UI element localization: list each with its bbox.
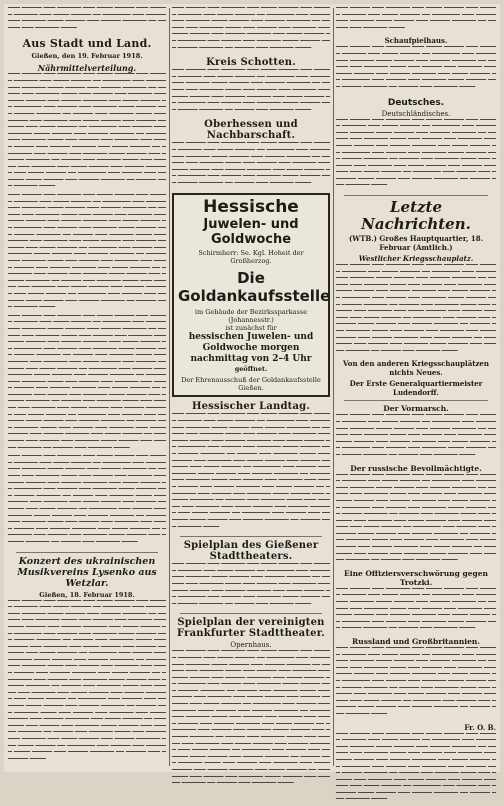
article-headline: Nährmittelverteilung. <box>37 63 137 74</box>
signature: Fr. O. B. <box>464 722 496 732</box>
article-text-block: ▔▔▔ ▔▔▔▔▔ ▔▔▔ ▔▔▔▔▔▔ ▔▔▔ ▔▔▔▔ ▔▔▔▔▔ ▔▔▔ ▔▔▔▔▔ ▔▔▔▔▔▔ ▔▔▔ ▔▔▔▔ ▔▔▔▔▔ ▔▔ ▔▔▔▔▔▔▔ ▔▔▔ ▔▔▔▔▔ ▔▔▔ ▔▔▔▔▔▔ ▔▔▔▔ ▔▔▔▔▔ ▔▔▔ ▔▔▔▔▔ ▔▔▔▔▔▔ ▔▔ ▔▔▔▔▔ ▔▔▔ ▔▔▔▔▔▔ ▔▔▔▔ <box>8 8 166 34</box>
section-headline: Kreis Schotten. <box>206 57 296 69</box>
section-headline: Hessischer Landtag. <box>191 401 311 413</box>
section-headline: Spielplan der vereinigten Frankfurter Stadttheater. <box>177 617 325 640</box>
article-text-block: ▔▔▔ ▔▔▔▔▔ ▔▔▔ ▔▔▔▔▔▔ ▔▔▔ ▔▔▔▔ ▔▔▔▔▔ ▔▔▔ ▔▔▔▔▔ ▔▔▔▔▔▔ ▔▔▔ ▔▔▔▔ ▔▔▔▔▔ ▔▔ ▔▔▔▔▔▔▔ ▔▔▔ ▔▔▔▔▔ ▔▔▔ ▔▔▔▔▔▔ ▔▔▔▔ ▔▔▔▔▔ ▔▔▔ ▔▔▔▔▔ ▔▔▔▔▔▔ ▔▔ ▔▔▔▔▔ ▔▔▔ ▔▔▔▔▔▔ ▔▔▔▔ ▔▔▔ ▔▔▔▔▔ ▔▔▔ ▔▔▔▔▔▔ ▔▔▔ ▔▔▔▔ ▔▔▔▔▔ ▔▔▔ ▔▔▔▔▔ ▔▔▔▔▔▔ ▔▔▔ ▔▔▔▔ ▔▔▔▔▔ ▔▔ ▔▔▔▔▔▔▔ ▔▔▔ ▔▔▔▔▔ ▔▔▔ ▔▔▔▔▔▔ ▔▔▔▔ ▔▔▔▔▔ ▔▔▔ ▔▔▔▔▔ ▔▔▔▔▔▔ ▔▔ ▔▔▔▔▔ ▔▔▔ ▔▔▔▔▔▔ ▔▔▔▔ <box>172 143 330 189</box>
dateline: (WTB.) Großes Hauptquartier, 18. Februar (Amtlich.) <box>348 234 484 253</box>
ad-title: Hessische <box>203 197 299 218</box>
section-headline: Letzte Nachrichten. <box>361 198 471 234</box>
article-text-block: ▔▔▔ ▔▔▔▔▔ ▔▔▔ ▔▔▔▔▔▔ ▔▔▔ ▔▔▔▔ ▔▔▔▔▔ ▔▔▔ ▔▔▔▔▔ ▔▔▔▔▔▔ ▔▔▔ ▔▔▔▔ ▔▔▔▔▔ ▔▔ ▔▔▔▔▔▔▔ ▔▔▔ ▔▔▔▔▔ ▔▔▔ ▔▔▔▔▔▔ ▔▔▔▔ ▔▔▔▔▔ ▔▔▔ ▔▔▔▔▔ ▔▔▔▔▔▔ ▔▔ ▔▔▔▔▔ ▔▔▔ ▔▔▔▔▔▔ ▔▔▔▔ ▔▔▔ ▔▔▔▔▔ ▔▔▔ ▔▔▔▔▔▔ ▔▔▔ ▔▔▔▔ ▔▔▔▔▔ ▔▔▔ ▔▔▔▔▔ ▔▔▔▔▔▔ ▔▔▔ ▔▔▔▔ ▔▔▔▔▔ ▔▔ ▔▔▔▔▔▔▔ ▔▔▔ ▔▔▔▔▔ ▔▔▔ ▔▔▔▔▔▔ ▔▔▔▔ ▔▔▔▔▔ ▔▔▔ ▔▔▔▔▔ ▔▔▔▔▔▔ ▔▔ ▔▔▔▔▔ ▔▔▔ ▔▔▔▔▔▔ ▔▔▔▔ ▔▔▔ ▔▔▔▔▔ ▔▔▔ ▔▔▔▔▔▔ ▔▔▔ ▔▔▔▔ ▔▔▔▔▔ ▔▔▔ ▔▔▔▔▔ ▔▔▔▔▔▔ ▔▔▔ ▔▔▔▔ ▔▔▔▔▔ ▔▔ ▔▔▔▔▔▔▔ ▔▔▔ ▔▔▔▔▔ ▔▔▔ ▔▔▔▔▔▔ ▔▔▔▔ ▔▔▔▔▔ ▔▔▔ ▔▔▔▔▔ ▔▔▔▔▔▔ ▔▔ ▔▔▔▔▔ ▔▔▔ ▔▔▔▔▔▔ ▔▔▔▔ ▔▔▔ ▔▔▔▔▔ ▔▔▔ ▔▔▔▔▔▔ ▔▔▔ ▔▔▔▔ ▔▔▔▔▔ ▔▔▔ ▔▔▔▔▔ ▔▔▔▔▔▔ ▔▔▔ ▔▔▔▔ ▔▔▔▔▔ ▔▔ ▔▔▔▔▔▔▔ ▔▔▔ ▔▔▔▔▔ ▔▔▔ ▔▔▔▔▔▔ ▔▔▔▔ ▔▔▔▔▔ ▔▔▔ ▔▔▔▔▔ ▔▔▔▔▔▔ ▔▔ ▔▔▔▔▔ ▔▔▔ ▔▔▔▔▔▔ ▔▔▔▔ <box>336 265 496 357</box>
article-text-block: ▔▔▔ ▔▔▔▔▔ ▔▔▔ ▔▔▔▔▔▔ ▔▔▔ ▔▔▔▔ ▔▔▔▔▔ ▔▔▔ ▔▔▔▔▔ ▔▔▔▔▔▔ ▔▔▔ ▔▔▔▔ ▔▔▔▔▔ ▔▔ ▔▔▔▔▔▔▔ ▔▔▔ ▔▔▔▔▔ ▔▔▔ ▔▔▔▔▔▔ ▔▔▔▔ ▔▔▔▔▔ ▔▔▔ ▔▔▔▔▔ ▔▔▔▔▔▔ ▔▔ ▔▔▔▔▔ ▔▔▔ ▔▔▔▔▔▔ ▔▔▔▔ ▔▔▔ ▔▔▔▔▔ ▔▔▔ ▔▔▔▔▔▔ ▔▔▔ ▔▔▔▔ ▔▔▔▔▔ ▔▔▔ ▔▔▔▔▔ ▔▔▔▔▔▔ ▔▔▔ ▔▔▔▔ ▔▔▔▔▔ ▔▔ ▔▔▔▔▔▔▔ ▔▔▔ ▔▔▔▔▔ ▔▔▔ ▔▔▔▔▔▔ ▔▔▔▔ ▔▔▔▔▔ ▔▔▔ ▔▔▔▔▔ ▔▔▔▔▔▔ ▔▔ ▔▔▔▔▔ ▔▔▔ ▔▔▔▔▔▔ ▔▔▔▔ <box>172 70 330 116</box>
article-headline: Der Vormarsch. <box>383 404 449 414</box>
article-headline: Russland und Großbritannien. <box>352 637 480 646</box>
ad-patron: Schirmherr: Se. Kgl. Hoheit der Großherzog. <box>198 249 304 266</box>
section-headline: Deutsches. <box>387 97 445 108</box>
article-text-block: ▔▔▔ ▔▔▔▔▔ ▔▔▔ ▔▔▔▔▔▔ ▔▔▔ ▔▔▔▔ ▔▔▔▔▔ ▔▔▔ ▔▔▔▔▔ ▔▔▔▔▔▔ ▔▔▔ ▔▔▔▔ ▔▔▔▔▔ ▔▔ ▔▔▔▔▔▔▔ ▔▔▔ ▔▔▔▔▔ ▔▔▔ ▔▔▔▔▔▔ ▔▔▔▔ ▔▔▔▔▔ ▔▔▔ ▔▔▔▔▔ ▔▔▔▔▔▔ ▔▔ ▔▔▔▔▔ ▔▔▔ ▔▔▔▔▔▔ ▔▔▔▔ ▔▔▔ ▔▔▔▔▔ ▔▔▔ ▔▔▔▔▔▔ ▔▔▔ ▔▔▔▔ ▔▔▔▔▔ ▔▔▔ ▔▔▔▔▔ ▔▔▔▔▔▔ ▔▔▔ ▔▔▔▔ ▔▔▔▔▔ ▔▔ ▔▔▔▔▔▔▔ ▔▔▔ ▔▔▔▔▔ ▔▔▔ ▔▔▔▔▔▔ ▔▔▔▔ ▔▔▔▔▔ ▔▔▔ ▔▔▔▔▔ ▔▔▔▔▔▔ ▔▔ ▔▔▔▔▔ ▔▔▔ ▔▔▔▔▔▔ ▔▔▔▔ ▔▔▔ ▔▔▔▔▔ ▔▔▔ ▔▔▔▔▔▔ ▔▔▔ ▔▔▔▔ ▔▔▔▔▔ ▔▔▔ ▔▔▔▔▔ ▔▔▔▔▔▔ ▔▔▔ ▔▔▔▔ ▔▔▔▔▔ ▔▔ ▔▔▔▔▔▔▔ ▔▔▔ ▔▔▔▔▔ ▔▔▔ ▔▔▔▔▔▔ ▔▔▔▔ ▔▔▔▔▔ ▔▔▔ ▔▔▔▔▔ ▔▔▔▔▔▔ ▔▔ ▔▔▔▔▔ ▔▔▔ ▔▔▔▔▔▔ ▔▔▔▔ ▔▔▔ ▔▔▔▔▔ ▔▔▔ ▔▔▔▔▔▔ ▔▔▔ ▔▔▔▔ ▔▔▔▔▔ ▔▔▔ ▔▔▔▔▔ ▔▔▔▔▔▔ ▔▔▔ ▔▔▔▔ ▔▔▔▔▔ ▔▔ ▔▔▔▔▔▔▔ ▔▔▔ ▔▔▔▔▔ ▔▔▔ ▔▔▔▔▔▔ ▔▔▔▔ ▔▔▔▔▔ ▔▔▔ ▔▔▔▔▔ ▔▔▔▔▔▔ ▔▔ ▔▔▔▔▔ ▔▔▔ ▔▔▔▔▔▔ ▔▔▔▔ <box>8 456 166 548</box>
article-headline: Der russische Bevollmächtigte. <box>350 463 482 473</box>
column-rule <box>333 8 334 766</box>
section-subhead: Schaufpielhaus. <box>384 36 448 46</box>
article-text-block: ▔▔▔ ▔▔▔▔▔ ▔▔▔ ▔▔▔▔▔▔ ▔▔▔ ▔▔▔▔ ▔▔▔▔▔ ▔▔▔ ▔▔▔▔▔ ▔▔▔▔▔▔ ▔▔▔ ▔▔▔▔ ▔▔▔▔▔ ▔▔ ▔▔▔▔▔▔▔ ▔▔▔ ▔▔▔▔▔ ▔▔▔ ▔▔▔▔▔▔ ▔▔▔▔ ▔▔▔▔▔ ▔▔▔ ▔▔▔▔▔ ▔▔▔▔▔▔ ▔▔ ▔▔▔▔▔ ▔▔▔ ▔▔▔▔▔▔ ▔▔▔▔ ▔▔▔ ▔▔▔▔▔ ▔▔▔ ▔▔▔▔▔▔ ▔▔▔ ▔▔▔▔ ▔▔▔▔▔ ▔▔▔ ▔▔▔▔▔ ▔▔▔▔▔▔ ▔▔▔ ▔▔▔▔ ▔▔▔▔▔ ▔▔ ▔▔▔▔▔▔▔ ▔▔▔ ▔▔▔▔▔ ▔▔▔ ▔▔▔▔▔▔ ▔▔▔▔ ▔▔▔▔▔ ▔▔▔ ▔▔▔▔▔ ▔▔▔▔▔▔ ▔▔ ▔▔▔▔▔ ▔▔▔ ▔▔▔▔▔▔ ▔▔▔▔ ▔▔▔ ▔▔▔▔▔ ▔▔▔ ▔▔▔▔▔▔ ▔▔▔ ▔▔▔▔ ▔▔▔▔▔ ▔▔▔ ▔▔▔▔▔ ▔▔▔▔▔▔ ▔▔▔ ▔▔▔▔ ▔▔▔▔▔ ▔▔ ▔▔▔▔▔▔▔ ▔▔▔ ▔▔▔▔▔ ▔▔▔ ▔▔▔▔▔▔ ▔▔▔▔ ▔▔▔▔▔ ▔▔▔ ▔▔▔▔▔ ▔▔▔▔▔▔ ▔▔ ▔▔▔▔▔ ▔▔▔ ▔▔▔▔▔▔ ▔▔▔▔ <box>336 119 496 192</box>
article-text-block: ▔▔▔ ▔▔▔▔▔ ▔▔▔ ▔▔▔▔▔▔ ▔▔▔ ▔▔▔▔ ▔▔▔▔▔ ▔▔▔ ▔▔▔▔▔ ▔▔▔▔▔▔ ▔▔▔ ▔▔▔▔ ▔▔▔▔▔ ▔▔ ▔▔▔▔▔▔▔ ▔▔▔ ▔▔▔▔▔ ▔▔▔ ▔▔▔▔▔▔ ▔▔▔▔ ▔▔▔▔▔ ▔▔▔ ▔▔▔▔▔ ▔▔▔▔▔▔ ▔▔ ▔▔▔▔▔ ▔▔▔ ▔▔▔▔▔▔ ▔▔▔▔ ▔▔▔ ▔▔▔▔▔ ▔▔▔ ▔▔▔▔▔▔ ▔▔▔ ▔▔▔▔ ▔▔▔▔▔ ▔▔▔ ▔▔▔▔▔ ▔▔▔▔▔▔ ▔▔▔ ▔▔▔▔ ▔▔▔▔▔ ▔▔ ▔▔▔▔▔▔▔ ▔▔▔ ▔▔▔▔▔ ▔▔▔ ▔▔▔▔▔▔ ▔▔▔▔ ▔▔▔▔▔ ▔▔▔ ▔▔▔▔▔ ▔▔▔▔▔▔ ▔▔ ▔▔▔▔▔ ▔▔▔ ▔▔▔▔▔▔ ▔▔▔▔ <box>336 47 496 93</box>
section-headline: Spielplan des Gießener Stadttheaters. <box>183 540 319 563</box>
column-1 <box>8 8 166 766</box>
ad-text: ist zunächst für <box>225 324 277 333</box>
article-text-block: ▔▔▔ ▔▔▔▔▔ ▔▔▔ ▔▔▔▔▔▔ ▔▔▔ ▔▔▔▔ ▔▔▔▔▔ ▔▔▔ ▔▔▔▔▔ ▔▔▔▔▔▔ ▔▔▔ ▔▔▔▔ ▔▔▔▔▔ ▔▔ ▔▔▔▔▔▔▔ ▔▔▔ ▔▔▔▔▔ ▔▔▔ ▔▔▔▔▔▔ ▔▔▔▔ ▔▔▔▔▔ ▔▔▔ ▔▔▔▔▔ ▔▔▔▔▔▔ ▔▔ ▔▔▔▔▔ ▔▔▔ ▔▔▔▔▔▔ ▔▔▔▔ ▔▔▔ ▔▔▔▔▔ ▔▔▔ ▔▔▔▔▔▔ ▔▔▔ ▔▔▔▔ ▔▔▔▔▔ ▔▔▔ ▔▔▔▔▔ ▔▔▔▔▔▔ ▔▔▔ ▔▔▔▔ ▔▔▔▔▔ ▔▔ ▔▔▔▔▔▔▔ ▔▔▔ ▔▔▔▔▔ ▔▔▔ ▔▔▔▔▔▔ ▔▔▔▔ ▔▔▔▔▔ ▔▔▔ ▔▔▔▔▔ ▔▔▔▔▔▔ ▔▔ ▔▔▔▔▔ ▔▔▔ ▔▔▔▔▔▔ ▔▔▔▔ <box>172 564 330 610</box>
article-text-block: ▔▔▔ ▔▔▔▔▔ ▔▔▔ ▔▔▔▔▔▔ ▔▔▔ ▔▔▔▔ ▔▔▔▔▔ ▔▔▔ ▔▔▔▔▔ ▔▔▔▔▔▔ ▔▔▔ ▔▔▔▔ ▔▔▔▔▔ ▔▔ ▔▔▔▔▔▔▔ ▔▔▔ ▔▔▔▔▔ ▔▔▔ ▔▔▔▔▔▔ ▔▔▔▔ ▔▔▔▔▔ ▔▔▔ ▔▔▔▔▔ ▔▔▔▔▔▔ ▔▔ ▔▔▔▔▔ ▔▔▔ ▔▔▔▔▔▔ ▔▔▔▔ ▔▔▔ ▔▔▔▔▔ ▔▔▔ ▔▔▔▔▔▔ ▔▔▔ ▔▔▔▔ ▔▔▔▔▔ ▔▔▔ ▔▔▔▔▔ ▔▔▔▔▔▔ ▔▔▔ ▔▔▔▔ ▔▔▔▔▔ ▔▔ ▔▔▔▔▔▔▔ ▔▔▔ ▔▔▔▔▔ ▔▔▔ ▔▔▔▔▔▔ ▔▔▔▔ ▔▔▔▔▔ ▔▔▔ ▔▔▔▔▔ ▔▔▔▔▔▔ ▔▔ ▔▔▔▔▔ ▔▔▔ ▔▔▔▔▔▔ ▔▔▔▔ <box>172 8 330 54</box>
article-text-block: ▔▔▔ ▔▔▔▔▔ ▔▔▔ ▔▔▔▔▔▔ ▔▔▔ ▔▔▔▔ ▔▔▔▔▔ ▔▔▔ ▔▔▔▔▔ ▔▔▔▔▔▔ ▔▔▔ ▔▔▔▔ ▔▔▔▔▔ ▔▔ ▔▔▔▔▔▔▔ ▔▔▔ ▔▔▔▔▔ ▔▔▔ ▔▔▔▔▔▔ ▔▔▔▔ ▔▔▔▔▔ ▔▔▔ ▔▔▔▔▔ ▔▔▔▔▔▔ ▔▔ ▔▔▔▔▔ ▔▔▔ ▔▔▔▔▔▔ ▔▔▔▔ <box>336 8 496 34</box>
article-text-block: ▔▔▔ ▔▔▔▔▔ ▔▔▔ ▔▔▔▔▔▔ ▔▔▔ ▔▔▔▔ ▔▔▔▔▔ ▔▔▔ ▔▔▔▔▔ ▔▔▔▔▔▔ ▔▔▔ ▔▔▔▔ ▔▔▔▔▔ ▔▔ ▔▔▔▔▔▔▔ ▔▔▔ ▔▔▔▔▔ ▔▔▔ ▔▔▔▔▔▔ ▔▔▔▔ ▔▔▔▔▔ ▔▔▔ ▔▔▔▔▔ ▔▔▔▔▔▔ ▔▔ ▔▔▔▔▔ ▔▔▔ ▔▔▔▔▔▔ ▔▔▔▔ ▔▔▔ ▔▔▔▔▔ ▔▔▔ ▔▔▔▔▔▔ ▔▔▔ ▔▔▔▔ ▔▔▔▔▔ ▔▔▔ ▔▔▔▔▔ ▔▔▔▔▔▔ ▔▔▔ ▔▔▔▔ ▔▔▔▔▔ ▔▔ ▔▔▔▔▔▔▔ ▔▔▔ ▔▔▔▔▔ ▔▔▔ ▔▔▔▔▔▔ ▔▔▔▔ ▔▔▔▔▔ ▔▔▔ ▔▔▔▔▔ ▔▔▔▔▔▔ ▔▔ ▔▔▔▔▔ ▔▔▔ ▔▔▔▔▔▔ ▔▔▔▔ ▔▔▔ ▔▔▔▔▔ ▔▔▔ ▔▔▔▔▔▔ ▔▔▔ ▔▔▔▔ ▔▔▔▔▔ ▔▔▔ ▔▔▔▔▔ ▔▔▔▔▔▔ ▔▔▔ ▔▔▔▔ ▔▔▔▔▔ ▔▔ ▔▔▔▔▔▔▔ ▔▔▔ ▔▔▔▔▔ ▔▔▔ ▔▔▔▔▔▔ ▔▔▔▔ ▔▔▔▔▔ ▔▔▔ ▔▔▔▔▔ ▔▔▔▔▔▔ ▔▔ ▔▔▔▔▔ ▔▔▔ ▔▔▔▔▔▔ ▔▔▔▔ ▔▔▔ ▔▔▔▔▔ ▔▔▔ ▔▔▔▔▔▔ ▔▔▔ ▔▔▔▔ ▔▔▔▔▔ ▔▔▔ ▔▔▔▔▔ ▔▔▔▔▔▔ ▔▔▔ ▔▔▔▔ ▔▔▔▔▔ ▔▔ ▔▔▔▔▔▔▔ ▔▔▔ ▔▔▔▔▔ ▔▔▔ ▔▔▔▔▔▔ ▔▔▔▔ ▔▔▔▔▔ ▔▔▔ ▔▔▔▔▔ ▔▔▔▔▔▔ ▔▔ ▔▔▔▔▔ ▔▔▔ ▔▔▔▔▔▔ ▔▔▔▔ <box>336 474 496 567</box>
column-rule <box>169 8 170 766</box>
divider <box>180 613 322 614</box>
article-text-block: ▔▔▔ ▔▔▔▔▔ ▔▔▔ ▔▔▔▔▔▔ ▔▔▔ ▔▔▔▔ ▔▔▔▔▔ ▔▔▔ ▔▔▔▔▔ ▔▔▔▔▔▔ ▔▔▔ ▔▔▔▔ ▔▔▔▔▔ ▔▔ ▔▔▔▔▔▔▔ ▔▔▔ ▔▔▔▔▔ ▔▔▔ ▔▔▔▔▔▔ ▔▔▔▔ ▔▔▔▔▔ ▔▔▔ ▔▔▔▔▔ ▔▔▔▔▔▔ ▔▔ ▔▔▔▔▔ ▔▔▔ ▔▔▔▔▔▔ ▔▔▔▔ ▔▔▔ ▔▔▔▔▔ ▔▔▔ ▔▔▔▔▔▔ ▔▔▔ ▔▔▔▔ ▔▔▔▔▔ ▔▔▔ ▔▔▔▔▔ ▔▔▔▔▔▔ ▔▔▔ ▔▔▔▔ ▔▔▔▔▔ ▔▔ ▔▔▔▔▔▔▔ ▔▔▔ ▔▔▔▔▔ ▔▔▔ ▔▔▔▔▔▔ ▔▔▔▔ ▔▔▔▔▔ ▔▔▔ ▔▔▔▔▔ ▔▔▔▔▔▔ ▔▔ ▔▔▔▔▔ ▔▔▔ ▔▔▔▔▔▔ ▔▔▔▔ ▔▔▔ ▔▔▔▔▔ ▔▔▔ ▔▔▔▔▔▔ ▔▔▔ ▔▔▔▔ ▔▔▔▔▔ ▔▔▔ ▔▔▔▔▔ ▔▔▔▔▔▔ ▔▔▔ ▔▔▔▔ ▔▔▔▔▔ ▔▔ ▔▔▔▔▔▔▔ ▔▔▔ ▔▔▔▔▔ ▔▔▔ ▔▔▔▔▔▔ ▔▔▔▔ ▔▔▔▔▔ ▔▔▔ ▔▔▔▔▔ ▔▔▔▔▔▔ ▔▔ ▔▔▔▔▔ ▔▔▔ ▔▔▔▔▔▔ ▔▔▔▔ ▔▔▔ ▔▔▔▔▔ ▔▔▔ ▔▔▔▔▔▔ ▔▔▔ ▔▔▔▔ ▔▔▔▔▔ ▔▔▔ ▔▔▔▔▔ ▔▔▔▔▔▔ ▔▔▔ ▔▔▔▔ ▔▔▔▔▔ ▔▔ ▔▔▔▔▔▔▔ ▔▔▔ ▔▔▔▔▔ ▔▔▔ ▔▔▔▔▔▔ ▔▔▔▔ ▔▔▔▔▔ ▔▔▔ ▔▔▔▔▔ ▔▔▔▔▔▔ ▔▔ ▔▔▔▔▔ ▔▔▔ ▔▔▔▔▔▔ ▔▔▔▔ ▔▔▔ ▔▔▔▔▔ ▔▔▔ ▔▔▔▔▔▔ ▔▔▔ ▔▔▔▔ ▔▔▔▔▔ ▔▔▔ ▔▔▔▔▔ ▔▔▔▔▔▔ ▔▔▔ ▔▔▔▔ ▔▔▔▔▔ ▔▔ ▔▔▔▔▔▔▔ ▔▔▔ ▔▔▔▔▔ ▔▔▔ ▔▔▔▔▔▔ ▔▔▔▔ ▔▔▔▔▔ ▔▔▔ ▔▔▔▔▔ ▔▔▔▔▔▔ ▔▔ ▔▔▔▔▔ ▔▔▔ ▔▔▔▔▔▔ ▔▔▔▔ <box>8 74 166 193</box>
dateline: Gießen, den 19. Februar 1918. <box>31 52 143 61</box>
section-headline: Oberhessen und Nachbarschaft. <box>204 119 298 142</box>
ad-headline: Die Goldankaufsstelle <box>178 269 331 306</box>
article-text-block: ▔▔▔ ▔▔▔▔▔ ▔▔▔ ▔▔▔▔▔▔ ▔▔▔ ▔▔▔▔ ▔▔▔▔▔ ▔▔▔ ▔▔▔▔▔ ▔▔▔▔▔▔ ▔▔▔ ▔▔▔▔ ▔▔▔▔▔ ▔▔ ▔▔▔▔▔▔▔ ▔▔▔ ▔▔▔▔▔ ▔▔▔ ▔▔▔▔▔▔ ▔▔▔▔ ▔▔▔▔▔ ▔▔▔ ▔▔▔▔▔ ▔▔▔▔▔▔ ▔▔ ▔▔▔▔▔ ▔▔▔ ▔▔▔▔▔▔ ▔▔▔▔ ▔▔▔ ▔▔▔▔▔ ▔▔▔ ▔▔▔▔▔▔ ▔▔▔ ▔▔▔▔ ▔▔▔▔▔ ▔▔▔ ▔▔▔▔▔ ▔▔▔▔▔▔ ▔▔▔ ▔▔▔▔ ▔▔▔▔▔ ▔▔ ▔▔▔▔▔▔▔ ▔▔▔ ▔▔▔▔▔ ▔▔▔ ▔▔▔▔▔▔ ▔▔▔▔ ▔▔▔▔▔ ▔▔▔ ▔▔▔▔▔ ▔▔▔▔▔▔ ▔▔ ▔▔▔▔▔ ▔▔▔ ▔▔▔▔▔▔ ▔▔▔▔ ▔▔▔ ▔▔▔▔▔ ▔▔▔ ▔▔▔▔▔▔ ▔▔▔ ▔▔▔▔ ▔▔▔▔▔ ▔▔▔ ▔▔▔▔▔ ▔▔▔▔▔▔ ▔▔▔ ▔▔▔▔ ▔▔▔▔▔ ▔▔ ▔▔▔▔▔▔▔ ▔▔▔ ▔▔▔▔▔ ▔▔▔ ▔▔▔▔▔▔ ▔▔▔▔ ▔▔▔▔▔ ▔▔▔ ▔▔▔▔▔ ▔▔▔▔▔▔ ▔▔ ▔▔▔▔▔ ▔▔▔ ▔▔▔▔▔▔ ▔▔▔▔ ▔▔▔ ▔▔▔▔▔ ▔▔▔ ▔▔▔▔▔▔ ▔▔▔ ▔▔▔▔ ▔▔▔▔▔ ▔▔▔ ▔▔▔▔▔ ▔▔▔▔▔▔ ▔▔▔ ▔▔▔▔ ▔▔▔▔▔ ▔▔ ▔▔▔▔▔▔▔ ▔▔▔ ▔▔▔▔▔ ▔▔▔ ▔▔▔▔▔▔ ▔▔▔▔ ▔▔▔▔▔ ▔▔▔ ▔▔▔▔▔ ▔▔▔▔▔▔ ▔▔ ▔▔▔▔▔ ▔▔▔ ▔▔▔▔▔▔ ▔▔▔▔ ▔▔▔ ▔▔▔▔▔ ▔▔▔ ▔▔▔▔▔▔ ▔▔▔ ▔▔▔▔ ▔▔▔▔▔ ▔▔▔ ▔▔▔▔▔ ▔▔▔▔▔▔ ▔▔▔ ▔▔▔▔ ▔▔▔▔▔ ▔▔ ▔▔▔▔▔▔▔ ▔▔▔ ▔▔▔▔▔ ▔▔▔ ▔▔▔▔▔▔ ▔▔▔▔ ▔▔▔▔▔ ▔▔▔ ▔▔▔▔▔ ▔▔▔▔▔▔ ▔▔ ▔▔▔▔▔ ▔▔▔ ▔▔▔▔▔▔ ▔▔▔▔ <box>172 414 330 533</box>
ad-text: geöffnet. <box>234 365 268 374</box>
ad-opening-hours: hessischen Juwelen- und Goldwoche morgen nachmittag von 2–4 Uhr <box>188 332 314 365</box>
article-text-block: ▔▔▔ ▔▔▔▔▔ ▔▔▔ ▔▔▔▔▔▔ ▔▔▔ ▔▔▔▔ ▔▔▔▔▔ ▔▔▔ ▔▔▔▔▔ ▔▔▔▔▔▔ ▔▔▔ ▔▔▔▔ ▔▔▔▔▔ ▔▔ ▔▔▔▔▔▔▔ ▔▔▔ ▔▔▔▔▔ ▔▔▔ ▔▔▔▔▔▔ ▔▔▔▔ ▔▔▔▔▔ ▔▔▔ ▔▔▔▔▔ ▔▔▔▔▔▔ ▔▔ ▔▔▔▔▔ ▔▔▔ ▔▔▔▔▔▔ ▔▔▔▔ ▔▔▔ ▔▔▔▔▔ ▔▔▔ ▔▔▔▔▔▔ ▔▔▔ ▔▔▔▔ ▔▔▔▔▔ ▔▔▔ ▔▔▔▔▔ ▔▔▔▔▔▔ ▔▔▔ ▔▔▔▔ ▔▔▔▔▔ ▔▔ ▔▔▔▔▔▔▔ ▔▔▔ ▔▔▔▔▔ ▔▔▔ ▔▔▔▔▔▔ ▔▔▔▔ ▔▔▔▔▔ ▔▔▔ ▔▔▔▔▔ ▔▔▔▔▔▔ ▔▔ ▔▔▔▔▔ ▔▔▔ ▔▔▔▔▔▔ ▔▔▔▔ ▔▔▔ ▔▔▔▔▔ ▔▔▔ ▔▔▔▔▔▔ ▔▔▔ ▔▔▔▔ ▔▔▔▔▔ ▔▔▔ ▔▔▔▔▔ ▔▔▔▔▔▔ ▔▔▔ ▔▔▔▔ ▔▔▔▔▔ ▔▔ ▔▔▔▔▔▔▔ ▔▔▔ ▔▔▔▔▔ ▔▔▔ ▔▔▔▔▔▔ ▔▔▔▔ ▔▔▔▔▔ ▔▔▔ ▔▔▔▔▔ ▔▔▔▔▔▔ ▔▔ ▔▔▔▔▔ ▔▔▔ ▔▔▔▔▔▔ ▔▔▔▔ ▔▔▔ ▔▔▔▔▔ ▔▔▔ ▔▔▔▔▔▔ ▔▔▔ ▔▔▔▔ ▔▔▔▔▔ ▔▔▔ ▔▔▔▔▔ ▔▔▔▔▔▔ ▔▔▔ ▔▔▔▔ ▔▔▔▔▔ ▔▔ ▔▔▔▔▔▔▔ ▔▔▔ ▔▔▔▔▔ ▔▔▔ ▔▔▔▔▔▔ ▔▔▔▔ ▔▔▔▔▔ ▔▔▔ ▔▔▔▔▔ ▔▔▔▔▔▔ ▔▔ ▔▔▔▔▔ ▔▔▔ ▔▔▔▔▔▔ ▔▔▔▔ ▔▔▔ ▔▔▔▔▔ ▔▔▔ ▔▔▔▔▔▔ ▔▔▔ ▔▔▔▔ ▔▔▔▔▔ ▔▔▔ ▔▔▔▔▔ ▔▔▔▔▔▔ ▔▔▔ ▔▔▔▔ ▔▔▔▔▔ ▔▔ ▔▔▔▔▔▔▔ ▔▔▔ ▔▔▔▔▔ ▔▔▔ ▔▔▔▔▔▔ ▔▔▔▔ ▔▔▔▔▔ ▔▔▔ ▔▔▔▔▔ ▔▔▔▔▔▔ ▔▔ ▔▔▔▔▔ ▔▔▔ ▔▔▔▔▔▔ ▔▔▔▔ ▔▔▔ ▔▔▔▔▔ ▔▔▔ ▔▔▔▔▔▔ ▔▔▔ ▔▔▔▔ ▔▔▔▔▔ ▔▔▔ ▔▔▔▔▔ ▔▔▔▔▔▔ ▔▔▔ ▔▔▔▔ ▔▔▔▔▔ ▔▔ ▔▔▔▔▔▔▔ ▔▔▔ ▔▔▔▔▔ ▔▔▔ ▔▔▔▔▔▔ ▔▔▔▔ ▔▔▔▔▔ ▔▔▔ ▔▔▔▔▔ ▔▔▔▔▔▔ ▔▔ ▔▔▔▔▔ ▔▔▔ ▔▔▔▔▔▔ ▔▔▔▔ <box>8 315 166 454</box>
signature: Der Erste Generalquartiermeister Ludendorff. <box>349 379 483 398</box>
dateline: Gießen, 18. Februar 1918. <box>39 590 135 599</box>
divider <box>344 400 488 401</box>
article-headline: Konzert des ukrainischen Musikvereins Lysenko aus Wetzlar. <box>17 555 157 589</box>
article-text-block: ▔▔▔ ▔▔▔▔▔ ▔▔▔ ▔▔▔▔▔▔ ▔▔▔ ▔▔▔▔ ▔▔▔▔▔ ▔▔▔ ▔▔▔▔▔ ▔▔▔▔▔▔ ▔▔▔ ▔▔▔▔ ▔▔▔▔▔ ▔▔ ▔▔▔▔▔▔▔ ▔▔▔ ▔▔▔▔▔ ▔▔▔ ▔▔▔▔▔▔ ▔▔▔▔ ▔▔▔▔▔ ▔▔▔ ▔▔▔▔▔ ▔▔▔▔▔▔ ▔▔ ▔▔▔▔▔ ▔▔▔ ▔▔▔▔▔▔ ▔▔▔▔ ▔▔▔ ▔▔▔▔▔ ▔▔▔ ▔▔▔▔▔▔ ▔▔▔ ▔▔▔▔ ▔▔▔▔▔ ▔▔▔ ▔▔▔▔▔ ▔▔▔▔▔▔ ▔▔▔ ▔▔▔▔ ▔▔▔▔▔ ▔▔ ▔▔▔▔▔▔▔ ▔▔▔ ▔▔▔▔▔ ▔▔▔ ▔▔▔▔▔▔ ▔▔▔▔ ▔▔▔▔▔ ▔▔▔ ▔▔▔▔▔ ▔▔▔▔▔▔ ▔▔ ▔▔▔▔▔ ▔▔▔ ▔▔▔▔▔▔ ▔▔▔▔ ▔▔▔ ▔▔▔▔▔ ▔▔▔ ▔▔▔▔▔▔ ▔▔▔ ▔▔▔▔ ▔▔▔▔▔ ▔▔▔ ▔▔▔▔▔ ▔▔▔▔▔▔ ▔▔▔ ▔▔▔▔ ▔▔▔▔▔ ▔▔ ▔▔▔▔▔▔▔ ▔▔▔ ▔▔▔▔▔ ▔▔▔ ▔▔▔▔▔▔ ▔▔▔▔ ▔▔▔▔▔ ▔▔▔ ▔▔▔▔▔ ▔▔▔▔▔▔ ▔▔ ▔▔▔▔▔ ▔▔▔ ▔▔▔▔▔▔ ▔▔▔▔ <box>336 648 496 720</box>
section-subhead: Deutschländisches. <box>381 109 451 118</box>
column-3 <box>336 8 496 806</box>
article-text-block: ▔▔▔ ▔▔▔▔▔ ▔▔▔ ▔▔▔▔▔▔ ▔▔▔ ▔▔▔▔ ▔▔▔▔▔ ▔▔▔ ▔▔▔▔▔ ▔▔▔▔▔▔ ▔▔▔ ▔▔▔▔ ▔▔▔▔▔ ▔▔ ▔▔▔▔▔▔▔ ▔▔▔ ▔▔▔▔▔ ▔▔▔ ▔▔▔▔▔▔ ▔▔▔▔ ▔▔▔▔▔ ▔▔▔ ▔▔▔▔▔ ▔▔▔▔▔▔ ▔▔ ▔▔▔▔▔ ▔▔▔ ▔▔▔▔▔▔ ▔▔▔▔ ▔▔▔ ▔▔▔▔▔ ▔▔▔ ▔▔▔▔▔▔ ▔▔▔ ▔▔▔▔ ▔▔▔▔▔ ▔▔▔ ▔▔▔▔▔ ▔▔▔▔▔▔ ▔▔▔ ▔▔▔▔ ▔▔▔▔▔ ▔▔ ▔▔▔▔▔▔▔ ▔▔▔ ▔▔▔▔▔ ▔▔▔ ▔▔▔▔▔▔ ▔▔▔▔ ▔▔▔▔▔ ▔▔▔ ▔▔▔▔▔ ▔▔▔▔▔▔ ▔▔ ▔▔▔▔▔ ▔▔▔ ▔▔▔▔▔▔ ▔▔▔▔ ▔▔▔ ▔▔▔▔▔ ▔▔▔ ▔▔▔▔▔▔ ▔▔▔ ▔▔▔▔ ▔▔▔▔▔ ▔▔▔ ▔▔▔▔▔ ▔▔▔▔▔▔ ▔▔▔ ▔▔▔▔ ▔▔▔▔▔ ▔▔ ▔▔▔▔▔▔▔ ▔▔▔ ▔▔▔▔▔ ▔▔▔ ▔▔▔▔▔▔ ▔▔▔▔ ▔▔▔▔▔ ▔▔▔ ▔▔▔▔▔ ▔▔▔▔▔▔ ▔▔ ▔▔▔▔▔ ▔▔▔ ▔▔▔▔▔▔ ▔▔▔▔ <box>336 733 496 806</box>
goldwoche-advertisement <box>172 193 330 397</box>
section-subhead: Westlicher Kriegsschauplatz. <box>358 254 474 264</box>
article-text-block: ▔▔▔ ▔▔▔▔▔ ▔▔▔ ▔▔▔▔▔▔ ▔▔▔ ▔▔▔▔ ▔▔▔▔▔ ▔▔▔ ▔▔▔▔▔ ▔▔▔▔▔▔ ▔▔▔ ▔▔▔▔ ▔▔▔▔▔ ▔▔ ▔▔▔▔▔▔▔ ▔▔▔ ▔▔▔▔▔ ▔▔▔ ▔▔▔▔▔▔ ▔▔▔▔ ▔▔▔▔▔ ▔▔▔ ▔▔▔▔▔ ▔▔▔▔▔▔ ▔▔ ▔▔▔▔▔ ▔▔▔ ▔▔▔▔▔▔ ▔▔▔▔ ▔▔▔ ▔▔▔▔▔ ▔▔▔ ▔▔▔▔▔▔ ▔▔▔ ▔▔▔▔ ▔▔▔▔▔ ▔▔▔ ▔▔▔▔▔ ▔▔▔▔▔▔ ▔▔▔ ▔▔▔▔ ▔▔▔▔▔ ▔▔ ▔▔▔▔▔▔▔ ▔▔▔ ▔▔▔▔▔ ▔▔▔ ▔▔▔▔▔▔ ▔▔▔▔ ▔▔▔▔▔ ▔▔▔ ▔▔▔▔▔ ▔▔▔▔▔▔ ▔▔ ▔▔▔▔▔ ▔▔▔ ▔▔▔▔▔▔ ▔▔▔▔ ▔▔▔ ▔▔▔▔▔ ▔▔▔ ▔▔▔▔▔▔ ▔▔▔ ▔▔▔▔ ▔▔▔▔▔ ▔▔▔ ▔▔▔▔▔ ▔▔▔▔▔▔ ▔▔▔ ▔▔▔▔ ▔▔▔▔▔ ▔▔ ▔▔▔▔▔▔▔ ▔▔▔ ▔▔▔▔▔ ▔▔▔ ▔▔▔▔▔▔ ▔▔▔▔ ▔▔▔▔▔ ▔▔▔ ▔▔▔▔▔ ▔▔▔▔▔▔ ▔▔ ▔▔▔▔▔ ▔▔▔ ▔▔▔▔▔▔ ▔▔▔▔ ▔▔▔ ▔▔▔▔▔ ▔▔▔ ▔▔▔▔▔▔ ▔▔▔ ▔▔▔▔ ▔▔▔▔▔ ▔▔▔ ▔▔▔▔▔ ▔▔▔▔▔▔ ▔▔▔ ▔▔▔▔ ▔▔▔▔▔ ▔▔ ▔▔▔▔▔▔▔ ▔▔▔ ▔▔▔▔▔ ▔▔▔ ▔▔▔▔▔▔ ▔▔▔▔ ▔▔▔▔▔ ▔▔▔ ▔▔▔▔▔ ▔▔▔▔▔▔ ▔▔ ▔▔▔▔▔ ▔▔▔ ▔▔▔▔▔▔ ▔▔▔▔ ▔▔▔ ▔▔▔▔▔ ▔▔▔ ▔▔▔▔▔▔ ▔▔▔ ▔▔▔▔ ▔▔▔▔▔ ▔▔▔ ▔▔▔▔▔ ▔▔▔▔▔▔ ▔▔▔ ▔▔▔▔ ▔▔▔▔▔ ▔▔ ▔▔▔▔▔▔▔ ▔▔▔ ▔▔▔▔▔ ▔▔▔ ▔▔▔▔▔▔ ▔▔▔▔ ▔▔▔▔▔ ▔▔▔ ▔▔▔▔▔ ▔▔▔▔▔▔ ▔▔ ▔▔▔▔▔ ▔▔▔ ▔▔▔▔▔▔ ▔▔▔▔ ▔▔▔ ▔▔▔▔▔ ▔▔▔ ▔▔▔▔▔▔ ▔▔▔ ▔▔▔▔ ▔▔▔▔▔ ▔▔▔ ▔▔▔▔▔ ▔▔▔▔▔▔ ▔▔▔ ▔▔▔▔ ▔▔▔▔▔ ▔▔ ▔▔▔▔▔▔▔ ▔▔▔ ▔▔▔▔▔ ▔▔▔ ▔▔▔▔▔▔ ▔▔▔▔ ▔▔▔▔▔ ▔▔▔ ▔▔▔▔▔ ▔▔▔▔▔▔ ▔▔ ▔▔▔▔▔ ▔▔▔ ▔▔▔▔▔▔ ▔▔▔▔ <box>172 651 330 790</box>
section-subhead: Opernhaus. <box>230 641 272 650</box>
article-text-block: ▔▔▔ ▔▔▔▔▔ ▔▔▔ ▔▔▔▔▔▔ ▔▔▔ ▔▔▔▔ ▔▔▔▔▔ ▔▔▔ ▔▔▔▔▔ ▔▔▔▔▔▔ ▔▔▔ ▔▔▔▔ ▔▔▔▔▔ ▔▔ ▔▔▔▔▔▔▔ ▔▔▔ ▔▔▔▔▔ ▔▔▔ ▔▔▔▔▔▔ ▔▔▔▔ ▔▔▔▔▔ ▔▔▔ ▔▔▔▔▔ ▔▔▔▔▔▔ ▔▔ ▔▔▔▔▔ ▔▔▔ ▔▔▔▔▔▔ ▔▔▔▔ ▔▔▔ ▔▔▔▔▔ ▔▔▔ ▔▔▔▔▔▔ ▔▔▔ ▔▔▔▔ ▔▔▔▔▔ ▔▔▔ ▔▔▔▔▔ ▔▔▔▔▔▔ ▔▔▔ ▔▔▔▔ ▔▔▔▔▔ ▔▔ ▔▔▔▔▔▔▔ ▔▔▔ ▔▔▔▔▔ ▔▔▔ ▔▔▔▔▔▔ ▔▔▔▔ ▔▔▔▔▔ ▔▔▔ ▔▔▔▔▔ ▔▔▔▔▔▔ ▔▔ ▔▔▔▔▔ ▔▔▔ ▔▔▔▔▔▔ ▔▔▔▔ <box>336 415 496 461</box>
article-text-block: ▔▔▔ ▔▔▔▔▔ ▔▔▔ ▔▔▔▔▔▔ ▔▔▔ ▔▔▔▔ ▔▔▔▔▔ ▔▔▔ ▔▔▔▔▔ ▔▔▔▔▔▔ ▔▔▔ ▔▔▔▔ ▔▔▔▔▔ ▔▔ ▔▔▔▔▔▔▔ ▔▔▔ ▔▔▔▔▔ ▔▔▔ ▔▔▔▔▔▔ ▔▔▔▔ ▔▔▔▔▔ ▔▔▔ ▔▔▔▔▔ ▔▔▔▔▔▔ ▔▔ ▔▔▔▔▔ ▔▔▔ ▔▔▔▔▔▔ ▔▔▔▔ ▔▔▔ ▔▔▔▔▔ ▔▔▔ ▔▔▔▔▔▔ ▔▔▔ ▔▔▔▔ ▔▔▔▔▔ ▔▔▔ ▔▔▔▔▔ ▔▔▔▔▔▔ ▔▔▔ ▔▔▔▔ ▔▔▔▔▔ ▔▔ ▔▔▔▔▔▔▔ ▔▔▔ ▔▔▔▔▔ ▔▔▔ ▔▔▔▔▔▔ ▔▔▔▔ ▔▔▔▔▔ ▔▔▔ ▔▔▔▔▔ ▔▔▔▔▔▔ ▔▔ ▔▔▔▔▔ ▔▔▔ ▔▔▔▔▔▔ ▔▔▔▔ ▔▔▔ ▔▔▔▔▔ ▔▔▔ ▔▔▔▔▔▔ ▔▔▔ ▔▔▔▔ ▔▔▔▔▔ ▔▔▔ ▔▔▔▔▔ ▔▔▔▔▔▔ ▔▔▔ ▔▔▔▔ ▔▔▔▔▔ ▔▔ ▔▔▔▔▔▔▔ ▔▔▔ ▔▔▔▔▔ ▔▔▔ ▔▔▔▔▔▔ ▔▔▔▔ ▔▔▔▔▔ ▔▔▔ ▔▔▔▔▔ ▔▔▔▔▔▔ ▔▔ ▔▔▔▔▔ ▔▔▔ ▔▔▔▔▔▔ ▔▔▔▔ ▔▔▔ ▔▔▔▔▔ ▔▔▔ ▔▔▔▔▔▔ ▔▔▔ ▔▔▔▔ ▔▔▔▔▔ ▔▔▔ ▔▔▔▔▔ ▔▔▔▔▔▔ ▔▔▔ ▔▔▔▔ ▔▔▔▔▔ ▔▔ ▔▔▔▔▔▔▔ ▔▔▔ ▔▔▔▔▔ ▔▔▔ ▔▔▔▔▔▔ ▔▔▔▔ ▔▔▔▔▔ ▔▔▔ ▔▔▔▔▔ ▔▔▔▔▔▔ ▔▔ ▔▔▔▔▔ ▔▔▔ ▔▔▔▔▔▔ ▔▔▔▔ ▔▔▔ ▔▔▔▔▔ ▔▔▔ ▔▔▔▔▔▔ ▔▔▔ ▔▔▔▔ ▔▔▔▔▔ ▔▔▔ ▔▔▔▔▔ ▔▔▔▔▔▔ ▔▔▔ ▔▔▔▔ ▔▔▔▔▔ ▔▔ ▔▔▔▔▔▔▔ ▔▔▔ ▔▔▔▔▔ ▔▔▔ ▔▔▔▔▔▔ ▔▔▔▔ ▔▔▔▔▔ ▔▔▔ ▔▔▔▔▔ ▔▔▔▔▔▔ ▔▔ ▔▔▔▔▔ ▔▔▔ ▔▔▔▔▔▔ ▔▔▔▔ ▔▔▔ ▔▔▔▔▔ ▔▔▔ ▔▔▔▔▔▔ ▔▔▔ ▔▔▔▔ ▔▔▔▔▔ ▔▔▔ ▔▔▔▔▔ ▔▔▔▔▔▔ ▔▔▔ ▔▔▔▔ ▔▔▔▔▔ ▔▔ ▔▔▔▔▔▔▔ ▔▔▔ ▔▔▔▔▔ ▔▔▔ ▔▔▔▔▔▔ ▔▔▔▔ ▔▔▔▔▔ ▔▔▔ ▔▔▔▔▔ ▔▔▔▔▔▔ ▔▔ ▔▔▔▔▔ ▔▔▔ ▔▔▔▔▔▔ ▔▔▔▔ ▔▔▔ ▔▔▔▔▔ ▔▔▔ ▔▔▔▔▔▔ ▔▔▔ ▔▔▔▔ ▔▔▔▔▔ ▔▔▔ ▔▔▔▔▔ ▔▔▔▔▔▔ ▔▔▔ ▔▔▔▔ ▔▔▔▔▔ ▔▔ ▔▔▔▔▔▔▔ ▔▔▔ ▔▔▔▔▔ ▔▔▔ ▔▔▔▔▔▔ ▔▔▔▔ ▔▔▔▔▔ ▔▔▔ ▔▔▔▔▔ ▔▔▔▔▔▔ ▔▔ ▔▔▔▔▔ ▔▔▔ ▔▔▔▔▔▔ ▔▔▔▔ <box>8 600 166 765</box>
column-2 <box>172 8 331 790</box>
article-text-block: ▔▔▔ ▔▔▔▔▔ ▔▔▔ ▔▔▔▔▔▔ ▔▔▔ ▔▔▔▔ ▔▔▔▔▔ ▔▔▔ ▔▔▔▔▔ ▔▔▔▔▔▔ ▔▔▔ ▔▔▔▔ ▔▔▔▔▔ ▔▔ ▔▔▔▔▔▔▔ ▔▔▔ ▔▔▔▔▔ ▔▔▔ ▔▔▔▔▔▔ ▔▔▔▔ ▔▔▔▔▔ ▔▔▔ ▔▔▔▔▔ ▔▔▔▔▔▔ ▔▔ ▔▔▔▔▔ ▔▔▔ ▔▔▔▔▔▔ ▔▔▔▔ ▔▔▔ ▔▔▔▔▔ ▔▔▔ ▔▔▔▔▔▔ ▔▔▔ ▔▔▔▔ ▔▔▔▔▔ ▔▔▔ ▔▔▔▔▔ ▔▔▔▔▔▔ ▔▔▔ ▔▔▔▔ ▔▔▔▔▔ ▔▔ ▔▔▔▔▔▔▔ ▔▔▔ ▔▔▔▔▔ ▔▔▔ ▔▔▔▔▔▔ ▔▔▔▔ ▔▔▔▔▔ ▔▔▔ ▔▔▔▔▔ ▔▔▔▔▔▔ ▔▔ ▔▔▔▔▔ ▔▔▔ ▔▔▔▔▔▔ ▔▔▔▔ ▔▔▔ ▔▔▔▔▔ ▔▔▔ ▔▔▔▔▔▔ ▔▔▔ ▔▔▔▔ ▔▔▔▔▔ ▔▔▔ ▔▔▔▔▔ ▔▔▔▔▔▔ ▔▔▔ ▔▔▔▔ ▔▔▔▔▔ ▔▔ ▔▔▔▔▔▔▔ ▔▔▔ ▔▔▔▔▔ ▔▔▔ ▔▔▔▔▔▔ ▔▔▔▔ ▔▔▔▔▔ ▔▔▔ ▔▔▔▔▔ ▔▔▔▔▔▔ ▔▔ ▔▔▔▔▔ ▔▔▔ ▔▔▔▔▔▔ ▔▔▔▔ ▔▔▔ ▔▔▔▔▔ ▔▔▔ ▔▔▔▔▔▔ ▔▔▔ ▔▔▔▔ ▔▔▔▔▔ ▔▔▔ ▔▔▔▔▔ ▔▔▔▔▔▔ ▔▔▔ ▔▔▔▔ ▔▔▔▔▔ ▔▔ ▔▔▔▔▔▔▔ ▔▔▔ ▔▔▔▔▔ ▔▔▔ ▔▔▔▔▔▔ ▔▔▔▔ ▔▔▔▔▔ ▔▔▔ ▔▔▔▔▔ ▔▔▔▔▔▔ ▔▔ ▔▔▔▔▔ ▔▔▔ ▔▔▔▔▔▔ ▔▔▔▔ ▔▔▔ ▔▔▔▔▔ ▔▔▔ ▔▔▔▔▔▔ ▔▔▔ ▔▔▔▔ ▔▔▔▔▔ ▔▔▔ ▔▔▔▔▔ ▔▔▔▔▔▔ ▔▔▔ ▔▔▔▔ ▔▔▔▔▔ ▔▔ ▔▔▔▔▔▔▔ ▔▔▔ ▔▔▔▔▔ ▔▔▔ ▔▔▔▔▔▔ ▔▔▔▔ ▔▔▔▔▔ ▔▔▔ ▔▔▔▔▔ ▔▔▔▔▔▔ ▔▔ ▔▔▔▔▔ ▔▔▔ ▔▔▔▔▔▔ ▔▔▔▔ <box>8 195 166 314</box>
article-headline: Eine Offiziersverschwörung gegen Trotzki. <box>344 568 488 587</box>
divider <box>180 536 322 537</box>
article-text-block: ▔▔▔ ▔▔▔▔▔ ▔▔▔ ▔▔▔▔▔▔ ▔▔▔ ▔▔▔▔ ▔▔▔▔▔ ▔▔▔ ▔▔▔▔▔ ▔▔▔▔▔▔ ▔▔▔ ▔▔▔▔ ▔▔▔▔▔ ▔▔ ▔▔▔▔▔▔▔ ▔▔▔ ▔▔▔▔▔ ▔▔▔ ▔▔▔▔▔▔ ▔▔▔▔ ▔▔▔▔▔ ▔▔▔ ▔▔▔▔▔ ▔▔▔▔▔▔ ▔▔ ▔▔▔▔▔ ▔▔▔ ▔▔▔▔▔▔ ▔▔▔▔ ▔▔▔ ▔▔▔▔▔ ▔▔▔ ▔▔▔▔▔▔ ▔▔▔ ▔▔▔▔ ▔▔▔▔▔ ▔▔▔ ▔▔▔▔▔ ▔▔▔▔▔▔ ▔▔▔ ▔▔▔▔ ▔▔▔▔▔ ▔▔ ▔▔▔▔▔▔▔ ▔▔▔ ▔▔▔▔▔ ▔▔▔ ▔▔▔▔▔▔ ▔▔▔▔ ▔▔▔▔▔ ▔▔▔ ▔▔▔▔▔ ▔▔▔▔▔▔ ▔▔ ▔▔▔▔▔ ▔▔▔ ▔▔▔▔▔▔ ▔▔▔▔ <box>336 588 496 635</box>
divider <box>344 195 488 196</box>
divider <box>16 552 158 553</box>
section-subhead: Von den anderen Kriegsschauplätzen nichts Neues. <box>343 359 489 378</box>
section-headline: Aus Stadt und Land. <box>22 37 152 51</box>
newspaper-page <box>4 4 500 806</box>
ad-signature: Der Ehrenausschuß der Goldankaufsstelle Gießen. <box>181 376 321 393</box>
ad-title: Juwelen- und Goldwoche <box>203 217 299 248</box>
ad-location: im Gebäude der Bezirkssparkasse (Johannesstr.) <box>194 308 308 325</box>
